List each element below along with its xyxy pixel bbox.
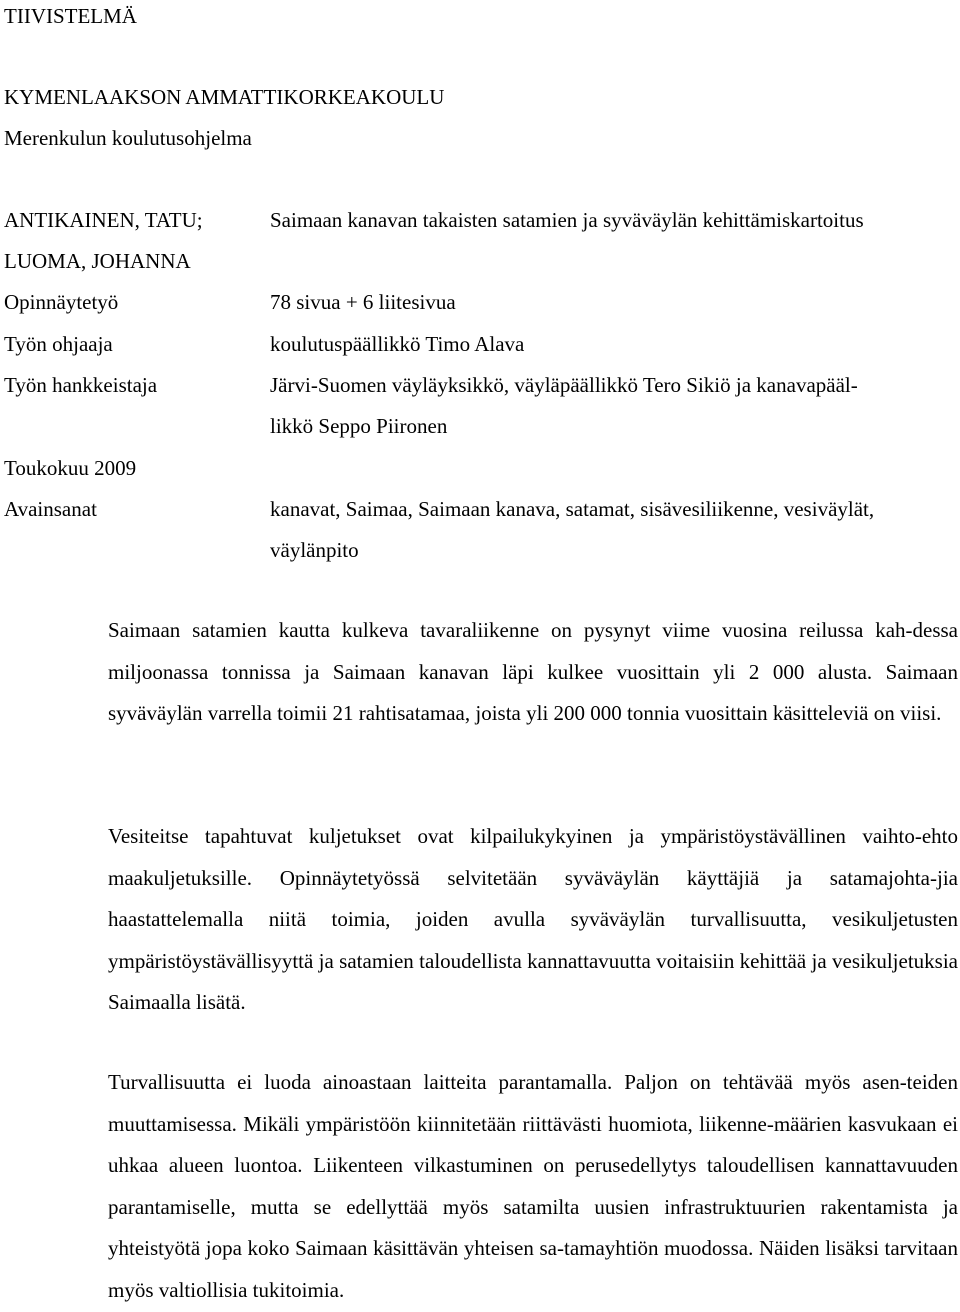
thesis-title: Saimaan kanavan takaisten satamien ja syväväylän kehittämiskartoitus [270,208,864,232]
commissioner-value-line-1: Järvi-Suomen väyläyksikkö, väyläpäällikkö Tero Sikiö ja kanavapääl- [270,373,858,397]
page-heading: TIIVISTELMÄ [4,4,137,28]
supervisor-label: Työn ohjaaja [4,332,113,356]
commissioner-value-line-2: likkö Seppo Piironen [270,414,448,438]
supervisor-value: koulutuspäällikkö Timo Alava [270,332,525,356]
institution-name: KYMENLAAKSON AMMATTIKORKEAKOULU [4,85,445,109]
keywords-label: Avainsanat [4,497,97,521]
thesis-type-label: Opinnäytetyö [4,290,119,314]
keywords-line-1: kanavat, Saimaa, Saimaan kanava, satamat, sisävesiliikenne, vesiväylät, [270,497,875,521]
abstract-paragraph-1: Saimaan satamien kautta kulkeva tavaraliikenne on pysynyt viime vuosina reilussa kah-dessa miljoonassa tonnissa ja Saimaan kanavan läpi kulkee vuosittain yli 2 000 alusta. Saimaan syväväylän varrella toimii 21 rahtisatamaa, joista yli 200 000 tonnia vuosittain käsitteleviä on viisi. [108,618,958,726]
authors-line-2: LUOMA, JOHANNA [4,249,191,273]
programme-name: Merenkulun koulutusohjelma [4,126,252,150]
abstract-paragraph-2: Vesiteitse tapahtuvat kuljetukset ovat kilpailukykyinen ja ympäristöystävällinen vaihto-ehto maakuljetuksille. Opinnäytetyössä selvitetään syväväylän käyttäjiä ja satamajohta-jia haastattelemalla niitä toimia, joiden avulla syväväylän turvallisuutta, vesikuljetusten ympäristöystävällisyyttä ja satamien taloudellista kannattavuutta voitaisiin kehittää ja vesikuljetuksia Saimaalla lisätä. [108,824,958,1015]
commissioner-label: Työn hankkeistaja [4,373,158,397]
page-count: 78 sivua + 6 liitesivua [270,290,456,314]
authors-line-1: ANTIKAINEN, TATU; [4,208,203,232]
date: Toukokuu 2009 [4,456,137,480]
keywords-line-2: väylänpito [270,538,359,562]
abstract-paragraph-3: Turvallisuutta ei luoda ainoastaan laitteita parantamalla. Paljon on tehtävää myös asen-teiden muuttamisessa. Mikäli ympäristöön kiinnitetään riittävästi huomiota, liikenne-määrien kasvukaan ei uhkaa alueen luontoa. Liikenteen vilkastuminen on perusedellytys taloudellisen kannattavuuden parantamiselle, mutta se edellyttää myös satamilta uusien infrastruktuurien rakentamista ja yhteistyötä jopa koko Saimaan käsittävän yhteisen sa-tamayhtiön muodossa. Näiden lisäksi tarvitaan myös valtiollisia tukitoimia. [108,1070,958,1302]
